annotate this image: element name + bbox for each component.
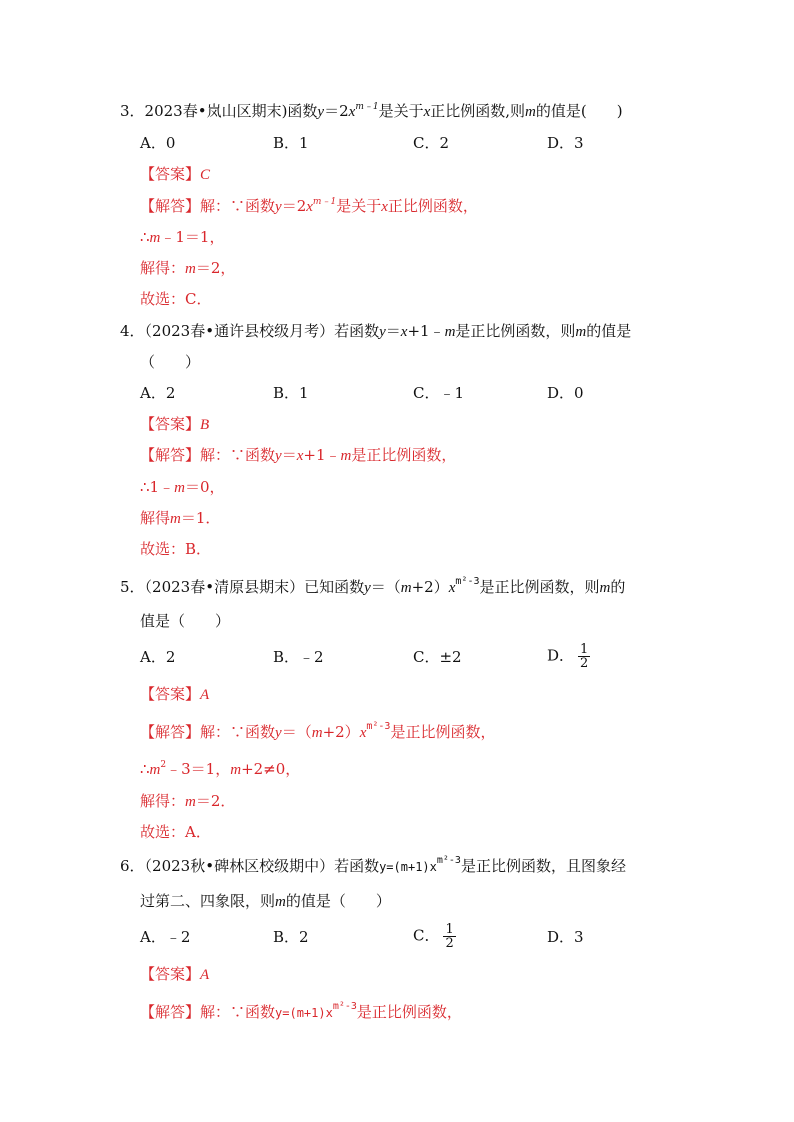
option-b: B．1 — [273, 384, 309, 402]
fraction: $\frac{1}{2}$ — [445, 922, 454, 951]
option-a: A．2 — [140, 384, 176, 402]
answer-line: 【答案】C — [140, 165, 211, 183]
option-c: C．±2 — [413, 648, 462, 666]
solution-line-4: 故选：C． — [140, 290, 212, 308]
question-number: 5． — [120, 578, 145, 596]
question-number: 3． — [120, 102, 145, 120]
answer-line: 【答案】B — [140, 415, 210, 433]
option-d: D．0 — [547, 384, 584, 402]
question-4-stem-line-2: （ ） — [140, 353, 201, 371]
answer-line: 【答案】A — [140, 685, 210, 703]
solution-line-2: ∴m﹣1＝1， — [140, 228, 225, 246]
option-c: C．﹣1 — [413, 384, 465, 402]
question-3-stem: 3．2023春•岚山区期末)函数$y=2x^{m﹣1}$是关于x正比例函数,则m的值是( ) — [120, 102, 623, 120]
solution-line-1: 【解答】解：∵函数$y=2x^{m﹣1}$是关于x正比例函数， — [140, 197, 478, 215]
solution-line-2: ∴1﹣m＝0， — [140, 478, 225, 496]
question-5-stem-line-2: 值是（ ） — [140, 612, 231, 630]
answer-value: A — [200, 967, 210, 983]
solution-line-1: 【解答】解：∵函数$y=(m+2)x^{m^2-3}$是正比例函数， — [140, 721, 496, 741]
answer-line: 【答案】A — [140, 965, 210, 983]
question-number: 4． — [120, 322, 145, 340]
option-a: A．﹣2 — [140, 928, 191, 946]
option-d: D． $\frac{1}{2}$ — [547, 642, 589, 671]
question-4-stem: 4．（2023春•通许县校级月考）若函数y＝x+1﹣m是正比例函数，则m的值是 — [120, 322, 632, 340]
solution-line-1: 【解答】解：∵函数y＝x+1﹣m是正比例函数， — [140, 446, 457, 464]
option-a: A．0 — [140, 134, 176, 152]
answer-value: C — [200, 167, 211, 183]
solution-line-3: 解得：m＝2． — [140, 792, 236, 810]
question-6-stem-line-2: 过第二、四象限，则m的值是（ ） — [140, 892, 391, 910]
solution-line-4: 故选：A． — [140, 823, 211, 841]
question-number: 6． — [120, 857, 145, 875]
option-d: D．3 — [547, 134, 584, 152]
fraction: $\frac{1}{2}$ — [580, 642, 589, 671]
question-5-stem: 5．（2023春•清原县期末）已知函数$y=(m+2)x^{m^2-3}$是正比例函数，则m的 — [120, 576, 626, 596]
option-d: D．3 — [547, 928, 584, 946]
solution-line-1: 【解答】解：∵函数$y=(m+1)x^{m^2-3}$是正比例函数， — [140, 1001, 462, 1021]
solution-line-4: 故选：B． — [140, 540, 212, 558]
option-a: A．2 — [140, 648, 176, 666]
option-b: B．1 — [273, 134, 309, 152]
solution-line-3: 解得：m＝2， — [140, 259, 236, 277]
answer-value: B — [200, 417, 210, 433]
question-6-stem: 6．（2023秋•碑林区校级期中）若函数$y=(m+1)x^{m^2-3}$是正比例函数，且图象经 — [120, 855, 626, 875]
option-c: C．2 — [413, 134, 450, 152]
option-b: B．2 — [273, 928, 309, 946]
solution-line-2: $\therefore m^2﹣3=1$，m+2≠0， — [140, 760, 301, 778]
option-b: B．﹣2 — [273, 648, 324, 666]
answer-value: A — [200, 687, 210, 703]
option-c: C． $\frac{1}{2}$ — [413, 922, 454, 951]
solution-line-3: 解得m＝1． — [140, 509, 221, 527]
